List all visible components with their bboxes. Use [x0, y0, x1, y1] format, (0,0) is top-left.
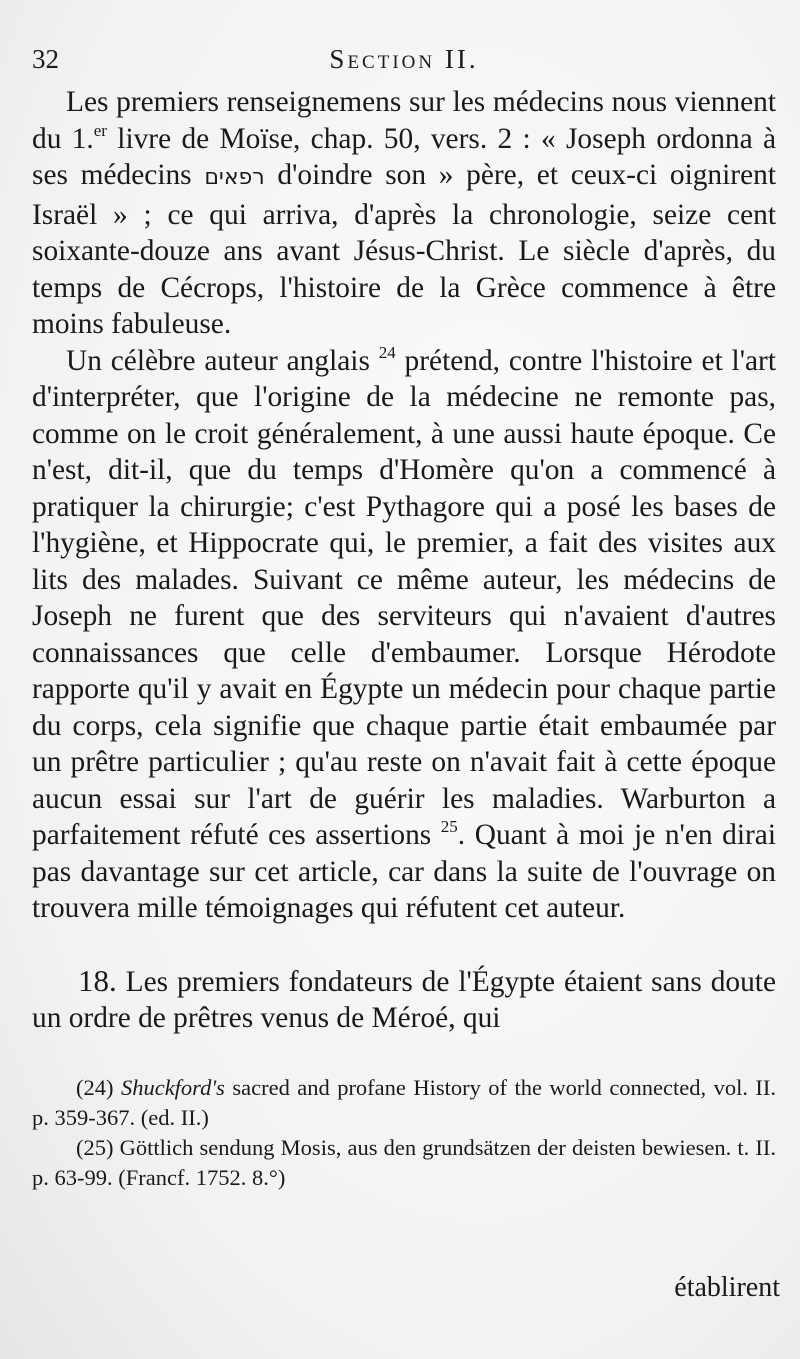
paragraph-1	[32, 84, 776, 343]
footnotes	[32, 1073, 776, 1193]
footnote-25	[32, 1133, 776, 1193]
paragraph-1-text-b: livre de Moïse, chap. 50, vers. 2 : « Joseph ordonna à ses médecins	[32, 122, 776, 191]
paragraph-3	[32, 963, 776, 1037]
paragraph-2	[32, 343, 776, 927]
footnote-ref-24: 24	[378, 342, 396, 362]
main-text	[32, 84, 776, 1037]
catchword: établirent	[674, 1272, 780, 1303]
footnote-author: Shuckford's	[120, 1074, 225, 1100]
paragraph-1-text-a: Les premiers renseignemens sur les médecins nous viennent du 1.	[32, 86, 776, 155]
footnote-marker: (25)	[76, 1134, 114, 1160]
paragraph-1-text-c: d'oindre son » père, et ceux-ci oignirent Israël » ; ce qui arriva, d'après la chronologie, seize cent soixante-douze ans avant Jésus-Christ. Le siècle d'après, du temps de Cécrops, l'histoire de la Grèce commence à être moins fabuleuse.	[32, 159, 776, 340]
footnote-24	[32, 1073, 776, 1133]
section-number: 18.	[78, 962, 117, 998]
footnote-text: sacred and profane History of the world connected, vol. II. p. 359-367. (ed. II.)	[32, 1074, 777, 1130]
paragraph-2-text-a: Un célèbre auteur anglais	[66, 344, 379, 377]
hebrew-word: רפאים	[204, 165, 265, 190]
footnote-marker: (24)	[76, 1074, 114, 1100]
ordinal-superscript: er	[93, 120, 107, 140]
paragraph-3-text: Les premiers fondateurs de l'Égypte étaient sans doute un ordre de prêtres venus de Méroé, qui	[32, 965, 776, 1034]
running-head: Section II.	[329, 44, 479, 74]
footnote-ref-25: 25	[440, 817, 458, 836]
page-header	[32, 32, 776, 78]
footnote-text: Göttlich sendung Mosis, aus den grundsätzen der deisten bewiesen. t. II. p. 63-99. (Francf. 1752. 8.°)	[32, 1134, 776, 1190]
paragraph-2-text-b: prétend, contre l'histoire et l'art d'interpréter, que l'origine de la médecine ne remonte pas, comme on le croit généralement, à une aussi haute époque. Ce n'est, dit-il, que du temps d'Homère qu'on a commencé à pratiquer la chirurgie; c'est Pythagore qui a posé les bases de l'hygiène, et Hippocrate qui, le premier, a fait des visites aux lits des malades. Suivant ce même auteur, les médecins de Joseph ne furent que des serviteurs qui n'avaient d'autres connaissances que celle d'embaumer. Lorsque Hérodote rapporte qu'il y avait en Égypte un médecin pour chaque partie du corps, cela signifie que chaque partie était embaumée par un prêtre particulier ; qu'au reste on n'avait fait à cette époque aucun essai sur l'art de guérir les maladies. Warburton a parfaitement réfuté ces assertions	[32, 344, 777, 851]
page-number: 32	[32, 44, 59, 74]
paragraph-2-text-c: . Quant à moi je n'en dirai pas davantage sur cet article, car dans la suite de l'ouvrage on trouvera mille témoignages qui réfutent cet auteur.	[32, 819, 777, 924]
